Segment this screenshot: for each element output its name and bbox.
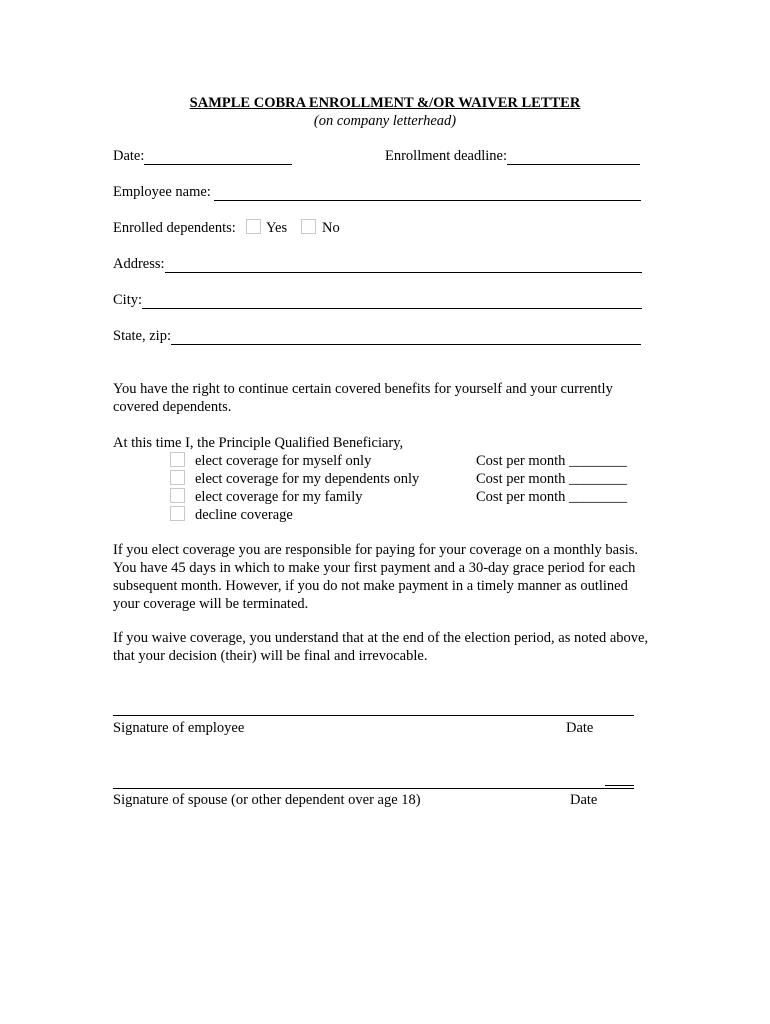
election-intro: At this time I, the Principle Qualified Beneficiary, xyxy=(113,435,404,451)
employee-signature-line[interactable] xyxy=(113,715,634,716)
option-checkbox-myself[interactable] xyxy=(170,452,185,467)
address-label: Address: xyxy=(113,256,165,272)
no-label: No xyxy=(322,220,340,236)
option-cost-family: Cost per month ________ xyxy=(476,489,628,505)
option-checkbox-decline[interactable] xyxy=(170,506,185,521)
deadline-field[interactable] xyxy=(507,149,640,165)
city-field[interactable] xyxy=(142,293,642,309)
employee-date-label: Date xyxy=(566,720,594,736)
yes-checkbox[interactable] xyxy=(246,219,261,234)
employee-row xyxy=(113,183,641,201)
spouse-signature-line[interactable] xyxy=(113,788,634,789)
yes-label: Yes xyxy=(266,220,288,236)
employee-field[interactable] xyxy=(214,185,641,201)
option-label-myself: elect coverage for myself only xyxy=(195,453,372,469)
no-checkbox[interactable] xyxy=(301,219,316,234)
option-cost-myself: Cost per month ________ xyxy=(476,453,628,469)
state-label: State, zip: xyxy=(113,328,171,344)
page-subtitle: (on company letterhead) xyxy=(313,113,457,129)
state-row xyxy=(113,327,641,345)
date-row xyxy=(113,147,292,165)
option-checkbox-dependents[interactable] xyxy=(170,470,185,485)
option-label-family: elect coverage for my family xyxy=(195,489,363,505)
page-title: SAMPLE COBRA ENROLLMENT &/OR WAIVER LETTER xyxy=(189,95,581,111)
address-field[interactable] xyxy=(165,257,642,273)
rights-text: You have the right to continue certain covered benefits for yourself and your currently covered dependents. xyxy=(113,381,613,415)
option-checkbox-family[interactable] xyxy=(170,488,185,503)
option-cost-dependents: Cost per month ________ xyxy=(476,471,628,487)
waive-text: If you waive coverage, you understand that at the end of the election period, as noted above, that your decision (their) will be final and irrevocable. xyxy=(113,630,649,664)
date-field[interactable] xyxy=(144,149,292,165)
employee-label: Employee name: xyxy=(113,184,211,200)
payment-text: If you elect coverage you are responsible for paying for your coverage on a monthly basis. You have 45 days in which to make your first payment and a 30-day grace period for each subsequent month. However, if you do not make payment in a timely manner as outlined your coverage will be terminated. xyxy=(113,542,639,612)
deadline-row xyxy=(385,147,640,165)
address-row xyxy=(113,255,642,273)
dependents-label: Enrolled dependents: xyxy=(113,220,236,236)
spouse-date-label: Date xyxy=(570,792,598,808)
option-label-dependents: elect coverage for my dependents only xyxy=(195,471,420,487)
city-row xyxy=(113,291,642,309)
spouse-signature-label: Signature of spouse (or other dependent over age 18) xyxy=(113,792,421,808)
state-field[interactable] xyxy=(171,329,641,345)
deadline-label: Enrollment deadline: xyxy=(385,148,508,164)
employee-signature-label: Signature of employee xyxy=(113,720,245,736)
city-label: City: xyxy=(113,292,143,308)
spouse-date-line xyxy=(605,785,634,786)
option-label-decline: decline coverage xyxy=(195,507,293,523)
date-label: Date: xyxy=(113,148,145,164)
